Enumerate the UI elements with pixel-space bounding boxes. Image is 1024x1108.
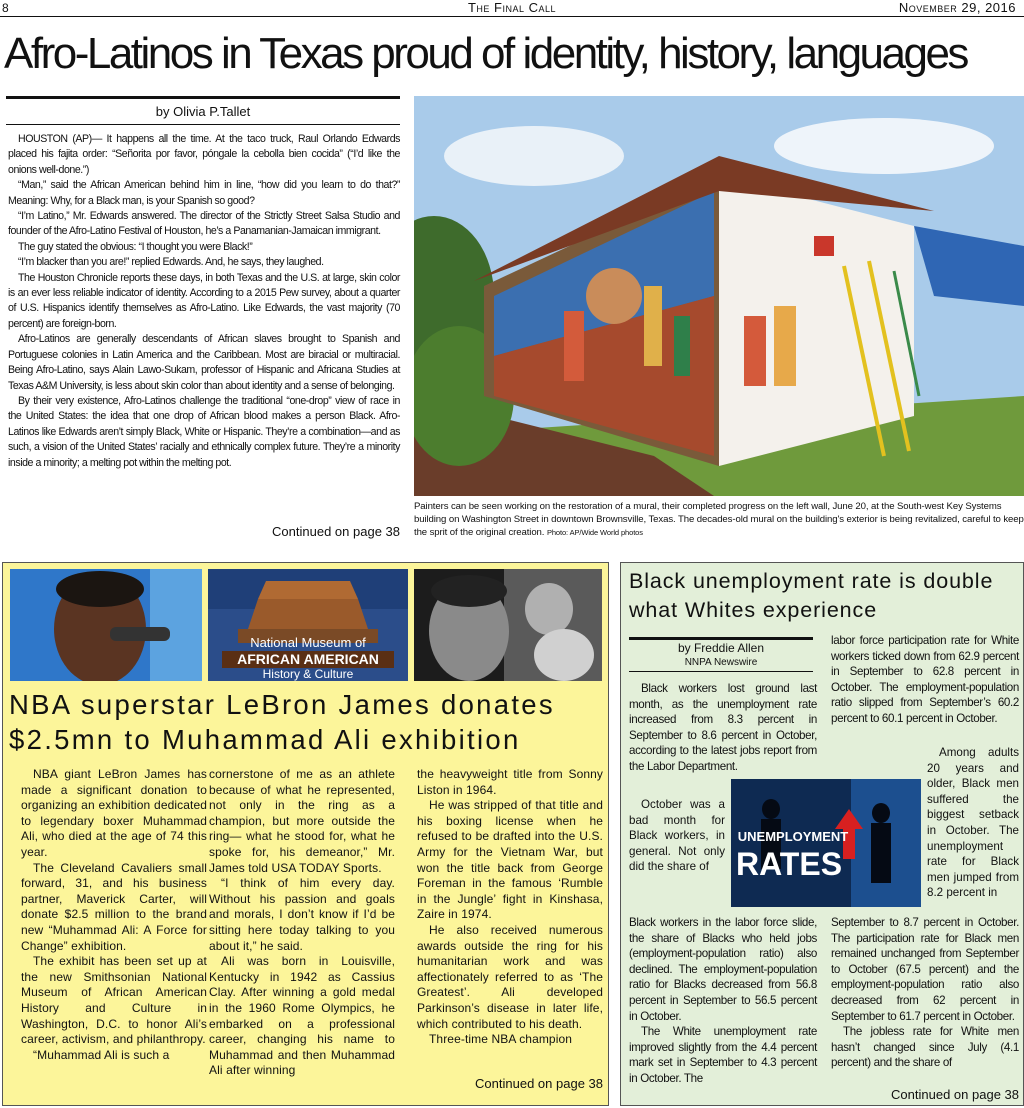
main-headline: Afro-Latinos in Texas proud of identity, history, languages — [4, 29, 967, 78]
column-2 — [209, 767, 395, 1079]
byline-rule — [6, 96, 400, 99]
paragraph: HOUSTON (AP)— It happens all the time. At the taco truck, Raul Orlando Edwards placed his fajita order: “Señorita por favor, póngale la cebolla bien cocida” (“I’d like the onions well-done.”) — [8, 133, 400, 176]
paragraph: “I’m blacker than you are!” replied Edwards. And, he says, they laughed. — [18, 256, 324, 269]
lebron-photo — [10, 569, 202, 681]
paragraph: Ali was born in Louisville, Kentucky in 1942 as Cassius Clay. After winning a gold medal in the 1960 Rome Olympics, he embarked on a professional career, changing his name to Muhammad and then Muhammad Ali after winning — [209, 954, 395, 1078]
paragraph: October was a bad month for Black workers, in general. Not only did the share of — [629, 798, 725, 874]
paragraph: Black workers in the labor force slide, the share of Blacks who held jobs (employment-population ratio) also declined. The employment-population ratio for Blacks decreased from 56.8 percent in September to 56.5 percent in October. — [629, 916, 817, 1023]
continued-link[interactable]: Continued on page 38 — [475, 1076, 603, 1091]
column-1-top — [629, 681, 817, 775]
paragraph: the heavyweight title from Sonny Liston in 1964. — [417, 767, 603, 797]
museum-line-2: AFRICAN AMERICAN — [237, 651, 379, 667]
headline-line-2: $2.5mn to Muhammad Ali exhibition — [9, 724, 521, 755]
lebron-story-box — [2, 562, 609, 1106]
photo-credit: Photo: AP/Wide World photos — [546, 528, 643, 537]
unemployment-graphic-illustration — [731, 779, 921, 907]
mural-photo — [414, 96, 1024, 496]
lebron-headline — [9, 687, 605, 757]
unemployment-headline: Black unemployment rate is double what Whites experience — [629, 569, 994, 622]
column-1-bottom — [629, 915, 817, 1087]
byline: by Freddie Allen — [677, 641, 765, 655]
paragraph: “Man,” said the African American behind him in line, “how did you learn to do that?” Meaning: Why, for a Black man, is your Spanish so good? — [8, 179, 400, 207]
column-1-wrap — [629, 797, 725, 875]
paragraph: The guy stated the obvious: “I thought you were Black!” — [18, 240, 253, 253]
paragraph: “I think of him every day. Without his passion and goals and morals, I don’t know if I’d be sitting here today talking to you about it,” he said. — [209, 876, 395, 953]
unemployment-graphic — [731, 779, 921, 907]
headline-line-1: NBA superstar LeBron James donates — [9, 689, 555, 720]
byline-rule — [629, 637, 813, 640]
lebron-article-columns — [21, 767, 605, 1097]
photo-caption — [414, 500, 1024, 539]
paragraph: The Houston Chronicle reports these days, in both Texas and the U.S. at large, skin color is an ever less reliable indicator of identity. According to a 2015 Pew survey, about a quarter of U.S. Hispanics identify themselves as Afro-Latino. Like Edwards, the vast majority (70 percent) are foreign-born. — [8, 271, 400, 330]
paragraph: “I’m Latino,” Mr. Edwards answered. The director of the Strictly Street Salsa Studio and founder of the Afro-Latino Festival of Houston, he’s a Panamanian-Jamaican immigrant. — [8, 210, 400, 238]
museum-photo-illustration — [208, 569, 408, 681]
paragraph: The jobless rate for White men hasn’t changed since July (4.1 percent) and the share of — [831, 1025, 1019, 1070]
column-1 — [21, 767, 207, 1063]
paragraph: The exhibit has been set up at the new Smithsonian National Museum of African American History and Culture in Washington, D.C. to honor Ali’s career, activism, and philanthropy. — [21, 954, 207, 1047]
paragraph: cornerstone of me as an athlete because of what he represented, not only in the ring as a champion, but more outside the ring— what he stood for, what he spoke for, his demeanor,” Mr. James told USA TODAY Sports. — [209, 767, 395, 875]
paragraph: Black workers lost ground last month, as the unemployment rate increased from 8.3 percent in September to 8.6 percent in October, according to the latest jobs report from the Labor Department. — [629, 682, 817, 773]
paragraph: The Cleveland Cavaliers small forward, 31, and his business partner, Maverick Carter, will donate $2.5 million to the brand new “Muhammad Ali: A Force for Change” exhibition. — [21, 860, 207, 953]
ali-photo-illustration — [414, 569, 602, 681]
column-2-wrap — [927, 745, 1019, 901]
paragraph: The White unemployment rate improved slightly from the 4.4 percent mark set in September to 4.3 percent in October. The — [629, 1025, 817, 1085]
paragraph: “Muhammad Ali is such a — [33, 1047, 170, 1062]
graphic-line-2: RATES — [735, 846, 843, 882]
column-2-bottom — [831, 915, 1019, 1071]
folio-line — [0, 0, 1024, 17]
museum-photo — [208, 569, 408, 681]
paragraph: He was stripped of that title and his boxing license when he refused to be drafted into the U.S. Army for the Vietnam War, but won the title back from George Foreman in the famous ‘Rumble in the Jungle’ fight in Kinshasa, Zaire in 1974. — [417, 798, 603, 922]
paragraph: Three-time NBA champion — [429, 1032, 573, 1047]
photo-strip — [10, 569, 602, 681]
paragraph: He also received numerous awards outside the ring for his humanitarian work and was affectionately referred to as ‘The Greatest’. Ali developed Parkinson’s disease in later life, which contributed to his death. — [417, 922, 603, 1031]
byline-divider — [629, 671, 813, 672]
paragraph: September to 8.7 percent in October. The participation rate for Black men remained unchanged from September to October (67.5 percent) and the employment-population ratio also decreased from 62 percent in September to 61.7 percent in October. — [831, 916, 1019, 1023]
article-body — [8, 132, 400, 471]
continued-link[interactable]: Continued on page 38 — [272, 524, 400, 539]
mural-photo-illustration — [414, 96, 1024, 496]
page-number: 8 — [2, 1, 9, 15]
issue-date: November 29, 2016 — [898, 0, 1016, 15]
paragraph: Afro-Latinos are generally descendants of African slaves brought to Spanish and Portuguese colonies in Latin America and the Caribbean. Most are biracial or multiracial. Being Afro-Latino, says Alain Lawo-Sukam, professor of Hispanic and Africana Studies at Texas A&M University, is less about skin color than about identity and a sense of belonging. — [8, 333, 400, 392]
byline-divider — [6, 124, 400, 125]
paragraph: labor force participation rate for White workers ticked down from 62.9 percent in September to 62.8 percent in October. The employment-population ratio slipped from September’s 60.2 percent to 60.1 percent in October. — [831, 634, 1019, 725]
lebron-photo-illustration — [10, 569, 202, 681]
museum-line-1: National Museum of — [250, 635, 366, 650]
caption-text: Painters can be seen working on the restoration of a mural, their completed progress on the left wall, June 20, at the South-west Key Systems building on Washington Street in downtown Brownsville, Texas. The decades-old mural on the building's exterior is being revitalized, careful to keep the sprit of the original creation. — [414, 501, 1024, 538]
publication-name: The Final Call — [467, 0, 557, 15]
unemployment-story-box — [620, 562, 1024, 1106]
column-2-top — [831, 633, 1019, 727]
museum-line-3: History & Culture — [262, 667, 354, 681]
paragraph: Among adults 20 years and older, Black men suffered the biggest setback in October. The unemployment rate for Black men jumped from 8.2 percent in — [927, 746, 1019, 900]
graphic-line-1: UNEMPLOYMENT — [737, 829, 849, 844]
paragraph: By their very existence, Afro-Latinos challenge the traditional “one-drop” view of race in the United States: the idea that one drop of African blood makes a person Black. Afro-Latinos like Edwards aren’t simply Black, White or Hispanic. They’re a combination—and as such, a vision of the United States’ racially and ethnically complex future. They’re a minority inside a minority; a melting pot within the melting pot. — [8, 394, 400, 469]
paragraph: NBA giant LeBron James has made a significant donation to organizing an exhibition dedicated to legendary boxer Muhammad Ali, who died at the age of 74 this year. — [21, 767, 207, 859]
byline: by Olivia P.Tallet — [155, 104, 251, 119]
ali-photo — [414, 569, 602, 681]
byline-organization: NNPA Newswire — [684, 657, 758, 668]
column-3 — [417, 767, 603, 1048]
continued-link[interactable]: Continued on page 38 — [891, 1087, 1019, 1102]
